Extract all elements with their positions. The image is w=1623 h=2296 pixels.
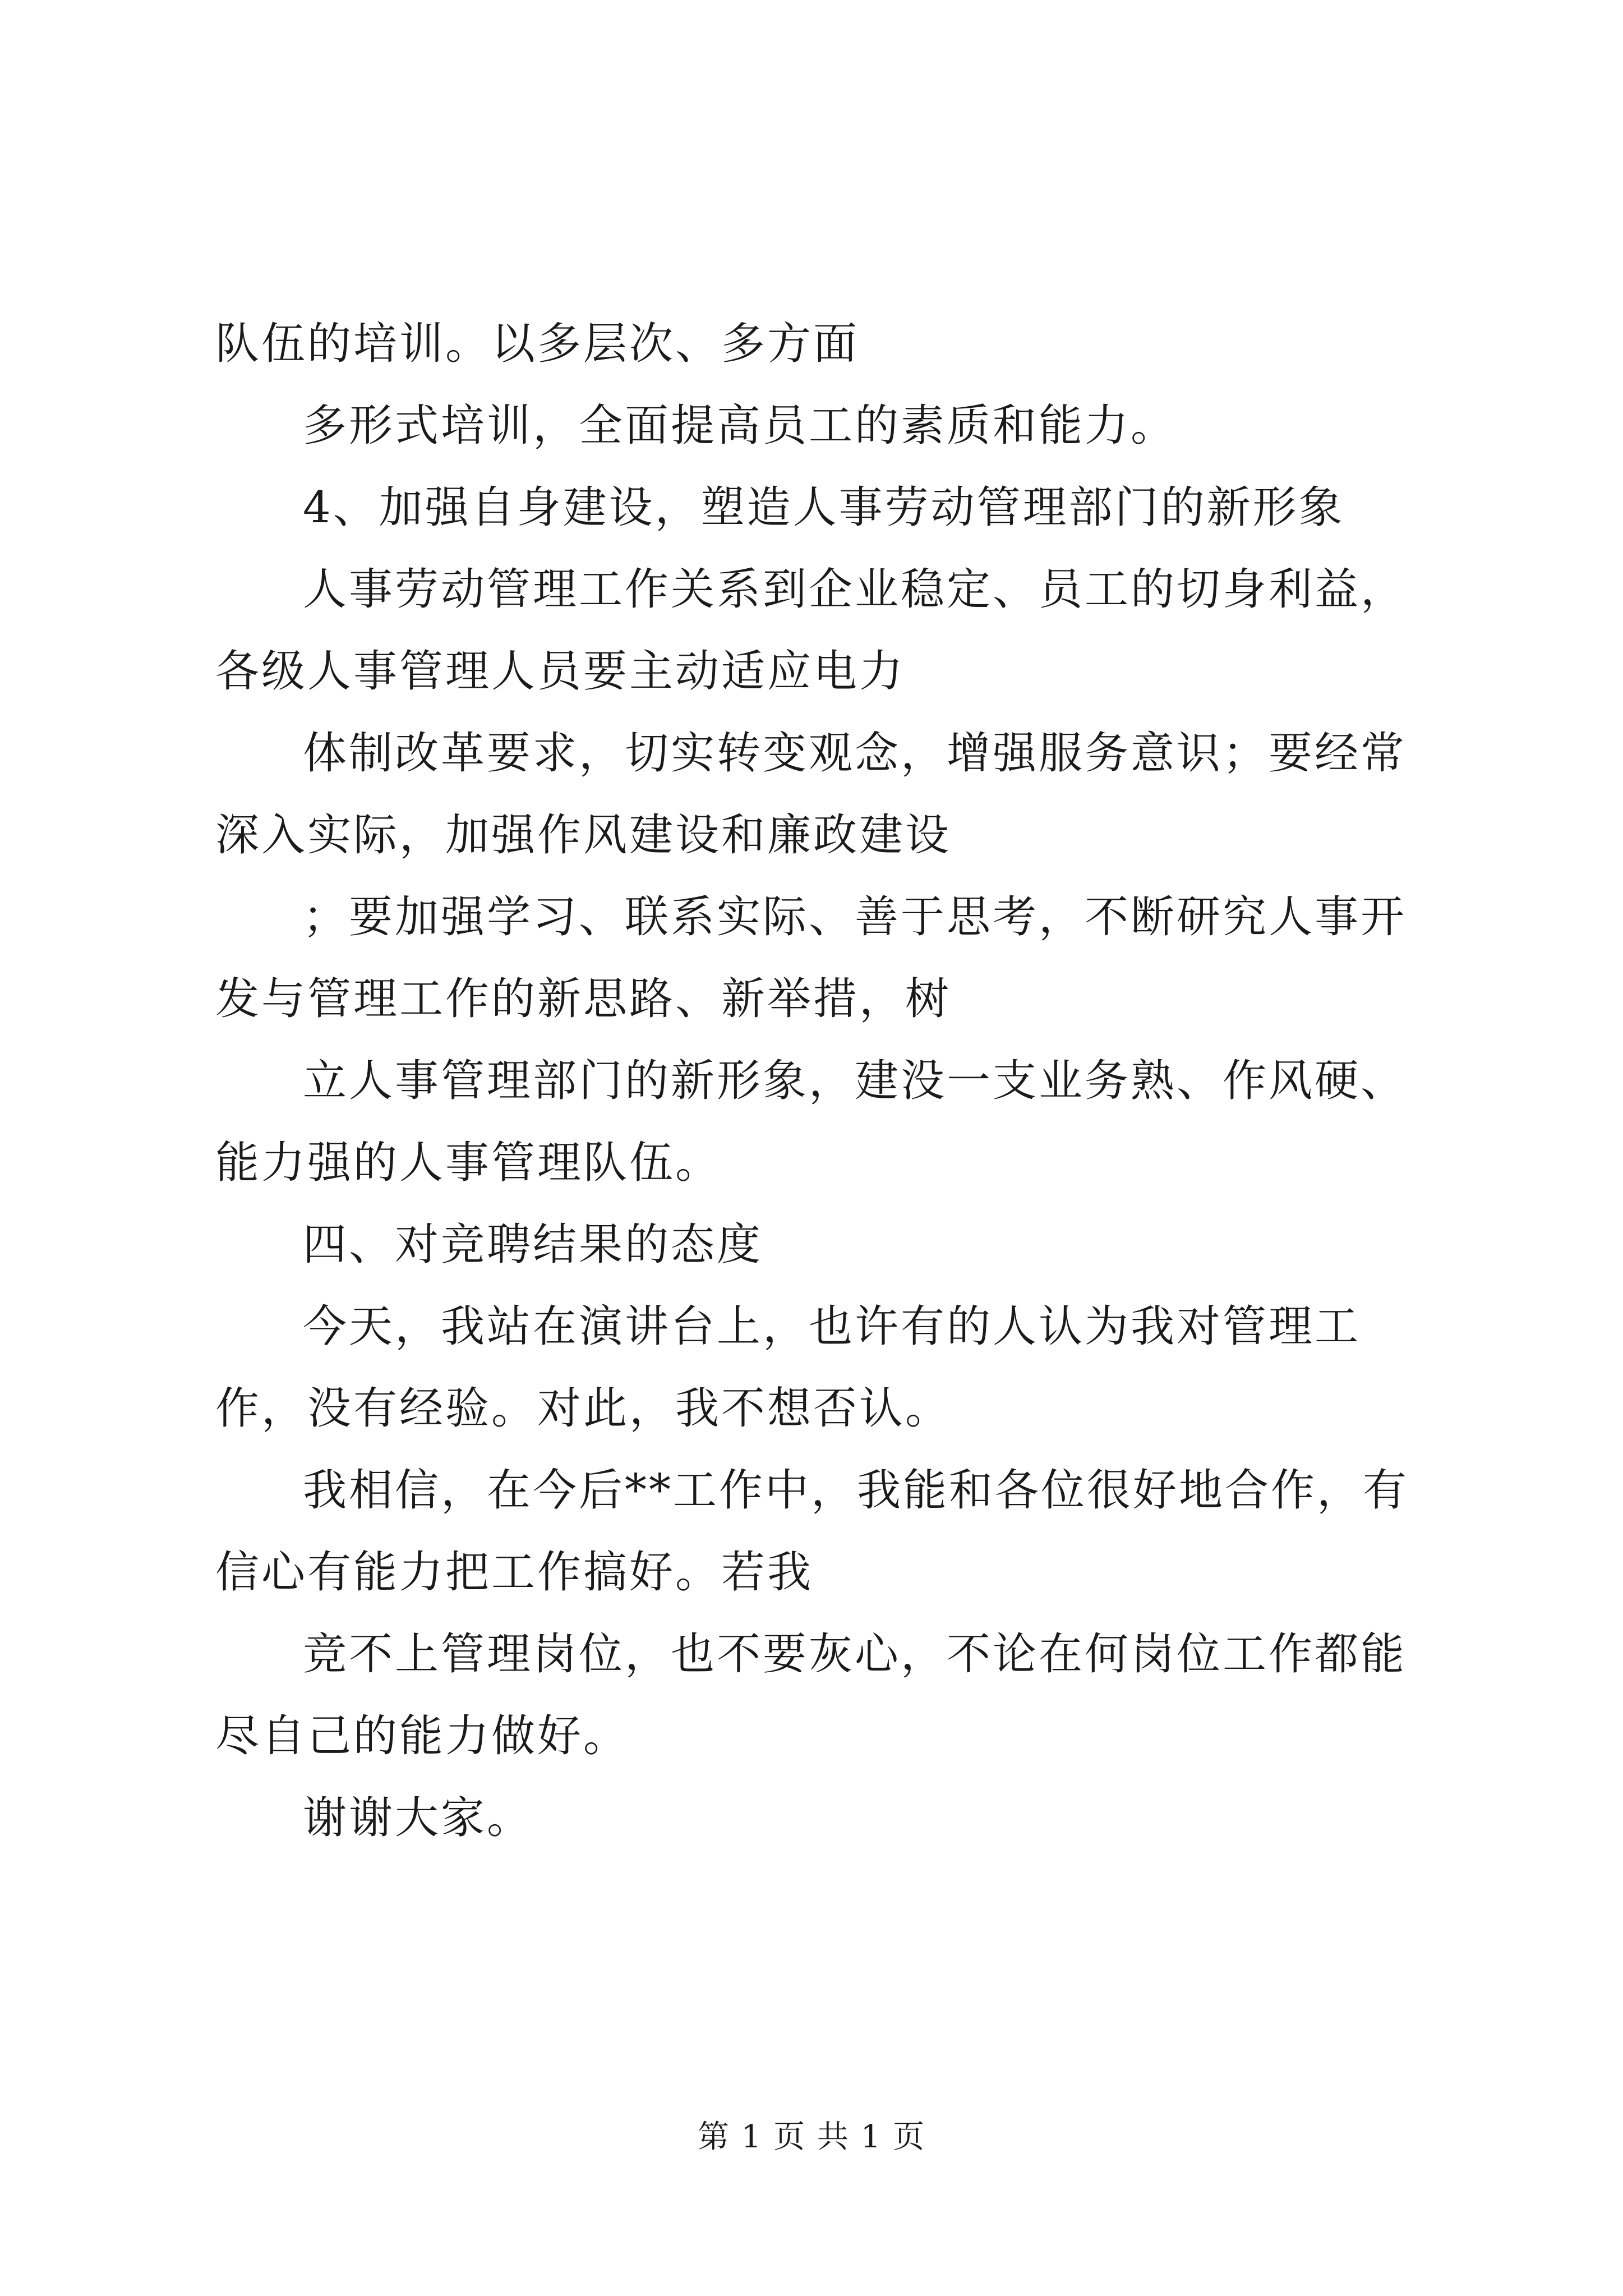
paragraph: 多形式培训，全面提高员工的素质和能力。 [303,401,1177,451]
section-heading: 四、对竞聘结果的态度 [303,1220,763,1270]
paragraph: ；要加强学习、联系实际、善于思考，不断研究人事开发与管理工作的新思路、新举措，树 [215,892,1407,1024]
page-number-label: 第 1 页 共 1 页 [697,2119,926,2155]
closing-line: 谢谢大家。 [303,1793,533,1843]
paragraph: 队伍的培训。以多层次、多方面 [215,319,860,369]
document-body [215,303,1421,1859]
paragraph: 我相信，在今后**工作中，我能和各位很好地合作，有信心有能力把工作搞好。若我 [215,1465,1409,1598]
section-heading: 4、加强自身建设，塑造人事劳动管理部门的新形象 [303,482,1345,533]
paragraph: 立人事管理部门的新形象，建没一支业务熟、作风硬、能力强的人事管理队伍。 [215,1056,1407,1188]
paragraph: 竞不上管理岗位，也不要灰心，不论在何岗位工作都能尽自己的能力做好。 [215,1629,1407,1761]
page-footer [0,2115,1623,2160]
paragraph: 体制改革要求，切实转变观念，增强服务意识；要经常深入实际，加强作风建设和廉政建设 [215,728,1407,861]
paragraph: 今天，我站在演讲台上，也许有的人认为我对管理工作，没有经验。对此，我不想否认。 [215,1301,1361,1434]
paragraph: 人事劳动管理工作关系到企业稳定、员工的切身利益，各级人事管理人员要主动适应电力 [215,564,1407,697]
